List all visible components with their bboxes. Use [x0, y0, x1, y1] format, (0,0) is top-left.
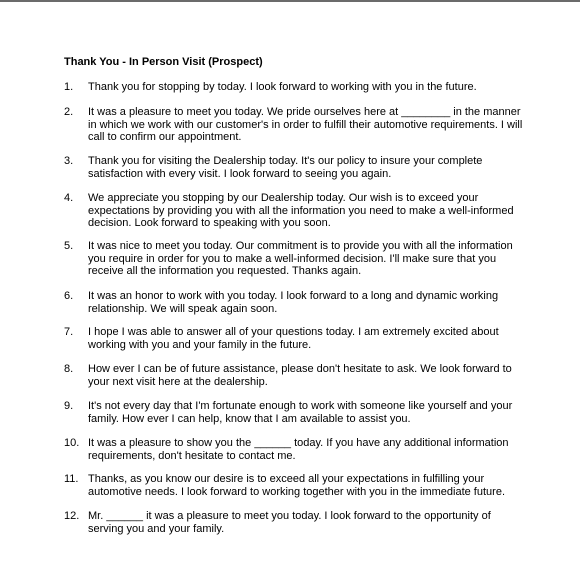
item-number: 8.	[64, 363, 74, 375]
list-item	[64, 192, 524, 230]
list-item	[64, 106, 524, 144]
item-number: 11.	[64, 473, 79, 485]
item-text	[88, 106, 524, 144]
item-text	[88, 81, 524, 94]
item-line: Mr. ______ it was a pleasure to meet you today. I look forward to the opportunity of	[88, 510, 491, 522]
item-text	[88, 363, 524, 388]
item-line: It's not every day that I'm fortunate enough to work with someone like yourself and your	[88, 400, 513, 412]
item-line: family. How ever I can help, know that I am available to assist you.	[88, 412, 411, 425]
item-line: I hope I was able to answer all of your questions today. I am extremely excited about	[88, 326, 499, 338]
item-line: your next visit here at the dealership.	[88, 375, 268, 388]
item-line: decision. Look forward to speaking with you soon.	[88, 217, 331, 229]
list-item	[64, 326, 524, 351]
item-text	[88, 240, 524, 278]
item-line: It was nice to meet you today. Our commitment is to provide you with all the information	[88, 240, 513, 252]
item-line: How ever I can be of future assistance, please don't hesitate to ask. We look forward to	[88, 363, 512, 375]
list-item	[64, 155, 524, 180]
list-item	[64, 473, 524, 498]
item-text	[88, 192, 524, 230]
item-number: 3.	[64, 155, 74, 167]
item-text	[88, 473, 524, 498]
item-text	[88, 510, 524, 535]
item-number: 12.	[64, 510, 80, 522]
item-line: in which we work with our customer's in order to fulfill their automotive requirements. I will	[88, 118, 523, 131]
item-number: 10.	[64, 437, 80, 449]
item-line: We appreciate you stopping by our Dealership today. Our wish is to exceed your	[88, 192, 479, 204]
item-line: you require in order for you to make a well-informed decision. I'll make sure that you	[88, 252, 497, 265]
item-number: 1.	[64, 81, 74, 93]
item-line: working with you and your family in the future.	[88, 338, 312, 351]
item-line: relationship. We will speak again soon.	[88, 302, 278, 315]
item-line: receive all the information you requested. Thanks again.	[88, 265, 362, 277]
item-text	[88, 290, 524, 315]
item-text	[88, 326, 524, 351]
item-line: requirements, don't hesitate to contact me.	[88, 449, 296, 462]
item-line: call to confirm our appointment.	[88, 131, 242, 143]
list-item	[64, 240, 524, 278]
item-text	[88, 400, 524, 425]
item-line: It was an honor to work with you today. I look forward to a long and dynamic working	[88, 290, 499, 302]
list-item	[64, 81, 524, 94]
list-item	[64, 510, 524, 535]
list-item	[64, 437, 524, 462]
item-number: 4.	[64, 192, 74, 204]
list-item	[64, 363, 524, 388]
list-item	[64, 400, 524, 425]
item-number: 2.	[64, 106, 74, 118]
item-text	[88, 155, 524, 180]
item-number: 6.	[64, 290, 74, 302]
list-item	[64, 290, 524, 315]
item-number: 7.	[64, 326, 74, 338]
item-number: 9.	[64, 400, 74, 412]
item-line: serving you and your family.	[88, 522, 225, 535]
item-line: expectations by providing you with all the information you need to make a well-informed	[88, 204, 514, 217]
document-title: Thank You - In Person Visit (Prospect)	[64, 56, 263, 68]
item-number: 5.	[64, 240, 74, 252]
item-line: Thank you for visiting the Dealership today. It's our policy to insure your complete	[88, 155, 483, 167]
item-line: satisfaction with every visit. I look forward to seeing you again.	[88, 167, 392, 180]
item-line: It was a pleasure to meet you today. We pride ourselves here at ________ in the manner	[88, 106, 521, 118]
item-line: It was a pleasure to show you the ______ today. If you have any additional information	[88, 437, 509, 449]
item-line: Thanks, as you know our desire is to exceed all your expectations in fulfilling your	[88, 473, 485, 485]
item-line: automotive needs. I look forward to working together with you in the immediate future.	[88, 485, 505, 498]
top-border	[0, 0, 580, 2]
item-text	[88, 437, 524, 462]
item-line: Thank you for stopping by today. I look forward to working with you in the future.	[88, 81, 477, 93]
